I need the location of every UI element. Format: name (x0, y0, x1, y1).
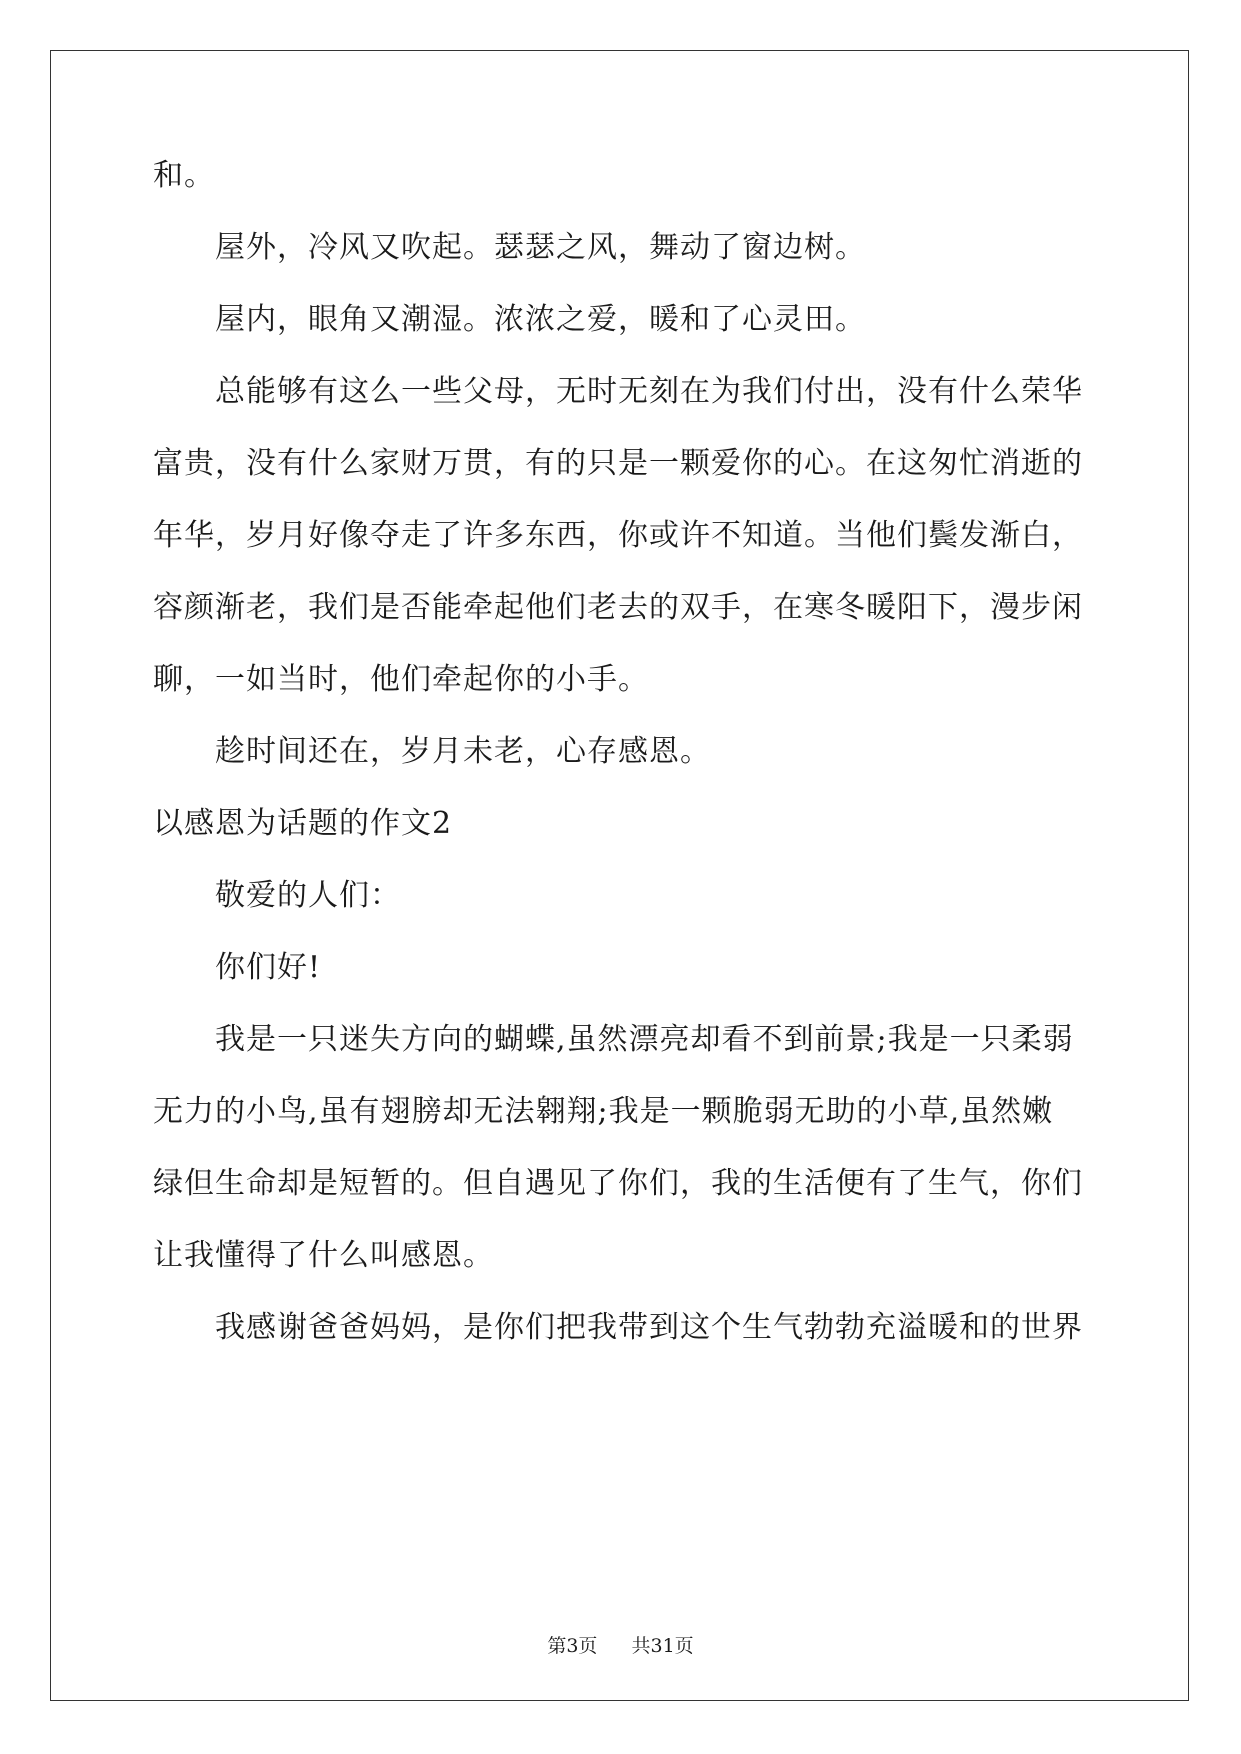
text-line: 绿但生命却是短暂的。但自遇见了你们，我的生活便有了生气，你们 (153, 1166, 1083, 1201)
salutation: 敬爱的人们： (215, 878, 401, 913)
text-line: 让我懂得了什么叫感恩。 (153, 1238, 494, 1273)
text-line: 趁时间还在，岁月未老，心存感恩。 (215, 734, 711, 769)
text-line: 富贵，没有什么家财万贯，有的只是一颗爱你的心。在这匆忙消逝的 (153, 446, 1083, 481)
text-line: 我感谢爸爸妈妈，是你们把我带到这个生气勃勃充溢暖和的世界 (215, 1310, 1083, 1345)
section-heading: 以感恩为话题的作文2 (153, 806, 453, 841)
text-line: 总能够有这么一些父母，无时无刻在为我们付出，没有什么荣华 (215, 374, 1083, 409)
page-footer (0, 1634, 1241, 1658)
text-line: 聊，一如当时，他们牵起你的小手。 (153, 662, 649, 697)
text-line: 屋内，眼角又潮湿。浓浓之爱，暖和了心灵田。 (215, 302, 866, 337)
text-line: 无力的小鸟,虽有翅膀却无法翱翔;我是一颗脆弱无助的小草,虽然嫩 (153, 1094, 1054, 1129)
text-line: 屋外，冷风又吹起。瑟瑟之风，舞动了窗边树。 (215, 230, 866, 265)
text-line: 年华，岁月好像夺走了许多东西，你或许不知道。当他们鬓发渐白， (153, 518, 1083, 553)
text-line: 和。 (153, 158, 215, 193)
greeting: 你们好! (215, 950, 322, 985)
page-number: 第3页 (547, 1635, 598, 1657)
text-line: 容颜渐老，我们是否能牵起他们老去的双手，在寒冬暖阳下，漫步闲 (153, 590, 1083, 625)
page-total: 共31页 (631, 1635, 694, 1657)
document-body (153, 156, 1093, 1380)
text-line: 我是一只迷失方向的蝴蝶,虽然漂亮却看不到前景;我是一只柔弱 (215, 1022, 1074, 1057)
